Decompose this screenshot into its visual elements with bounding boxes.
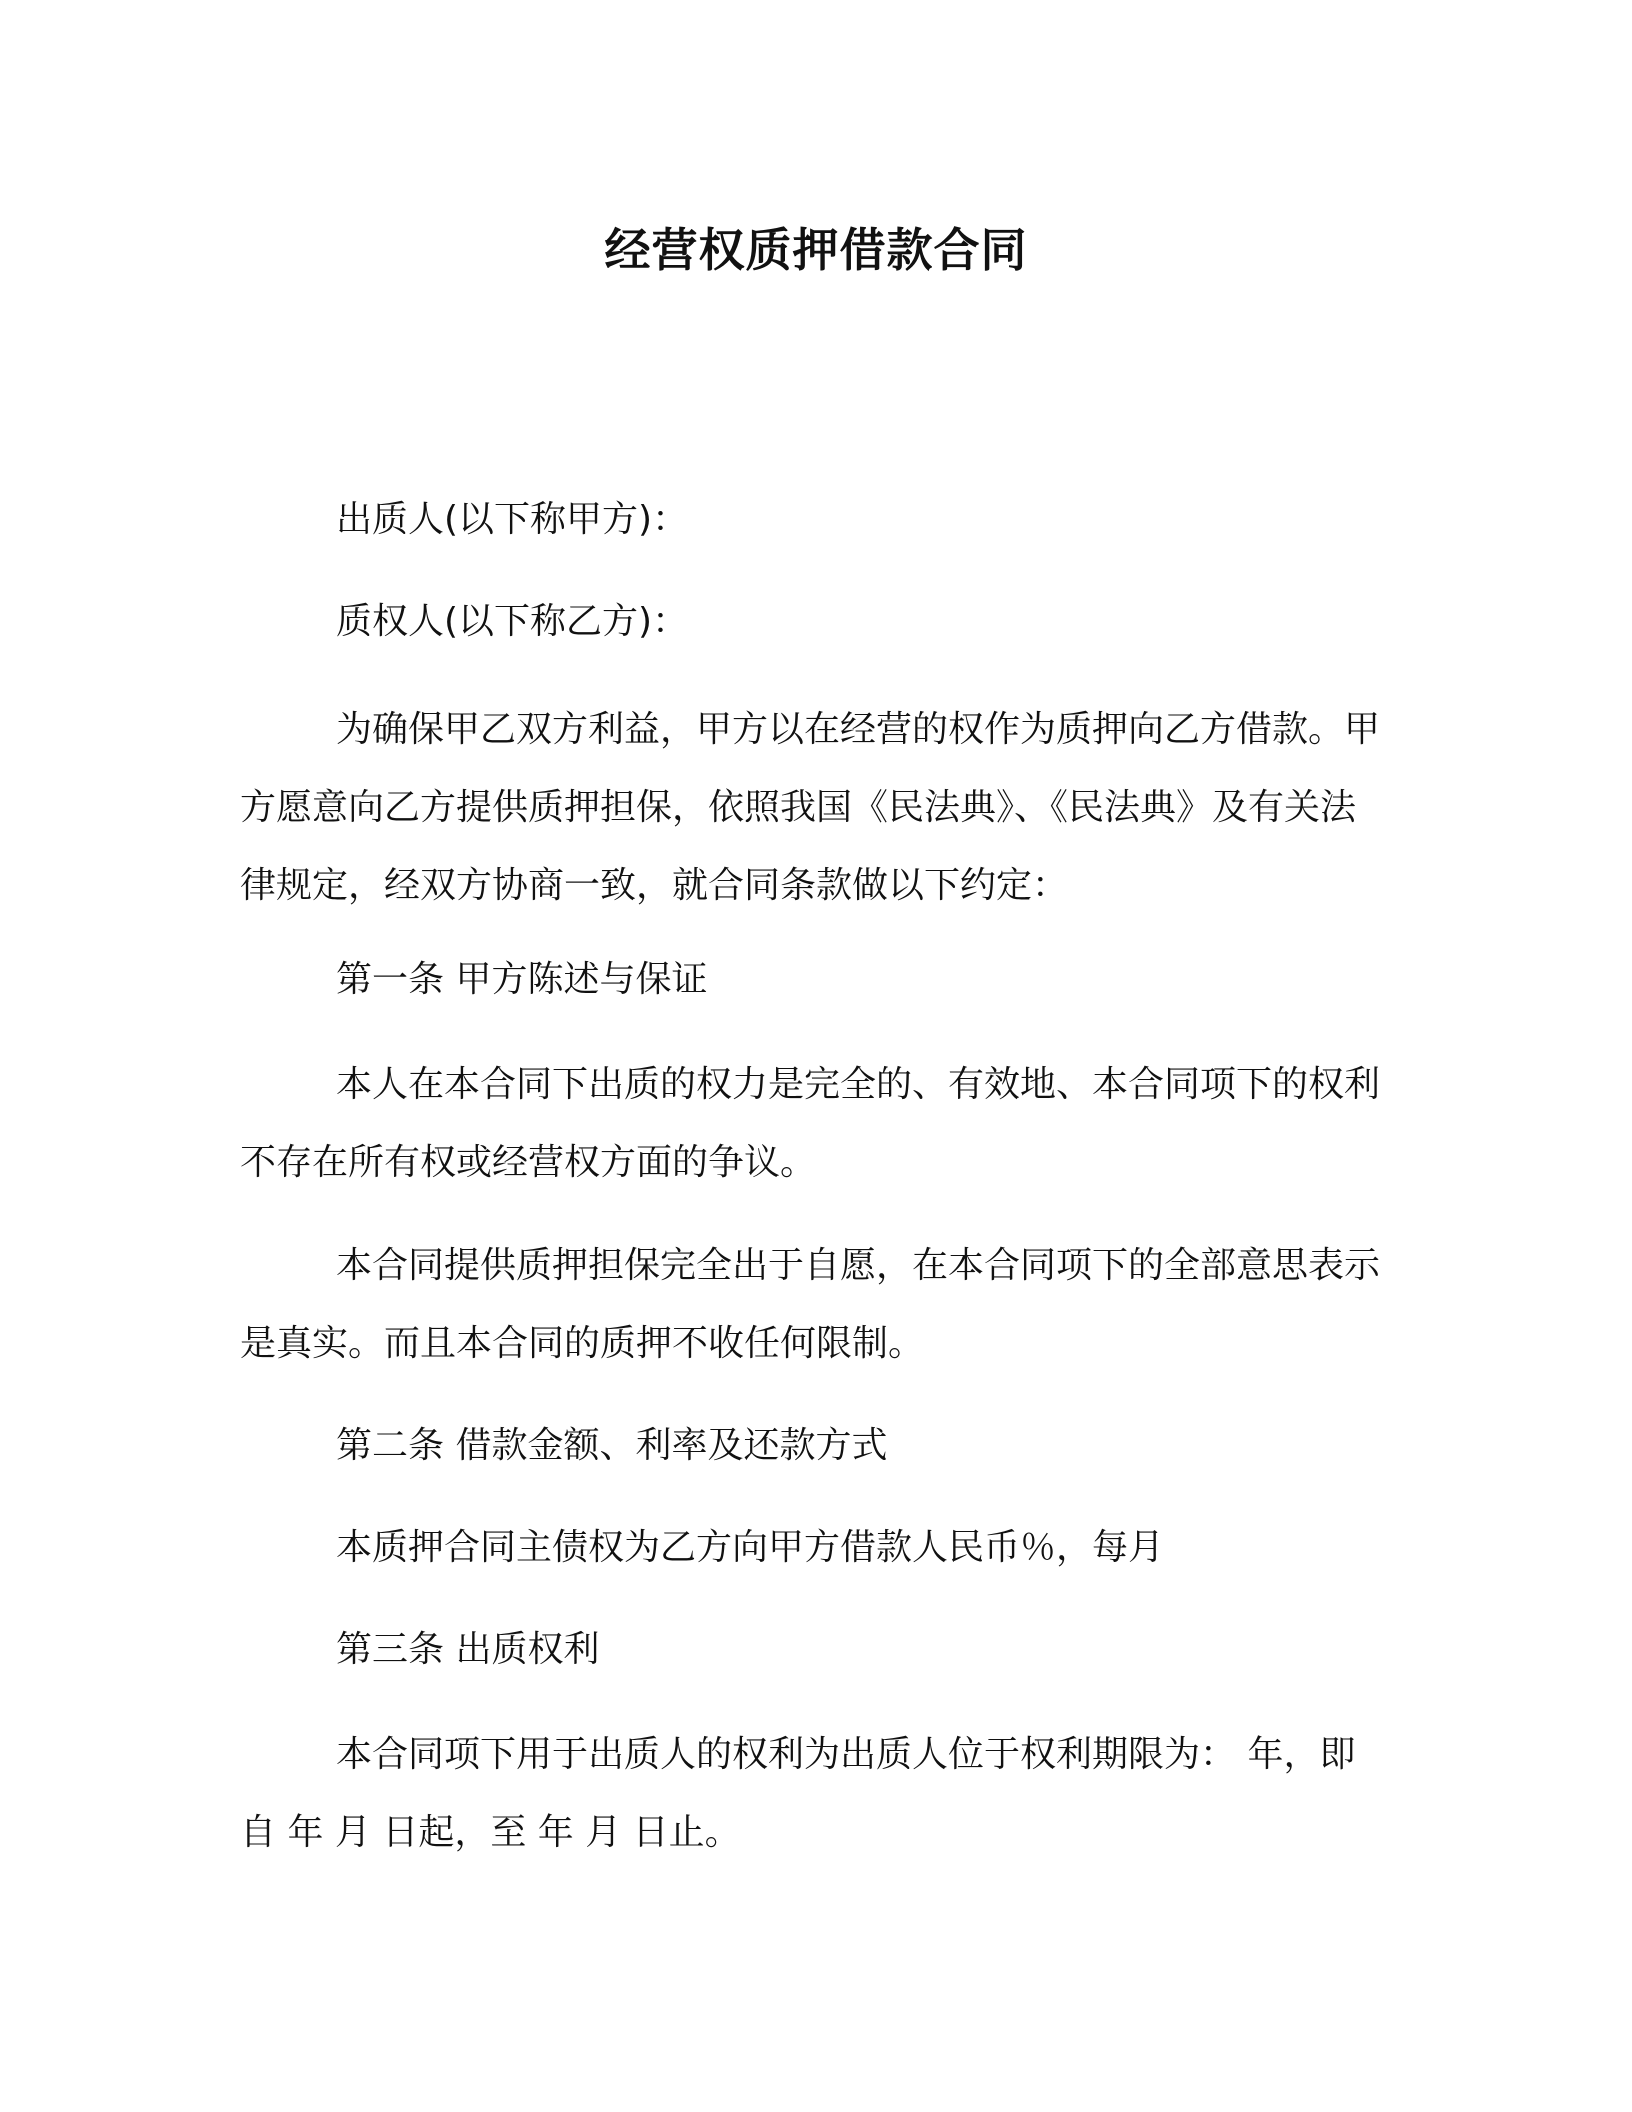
article-1-paragraph-1: 本人在本合同下出质的权力是完全的、有效地、本合同项下的权利不存在所有权或经营权方面的争议。: [240, 1064, 1381, 1183]
article-2-heading: 第二条 借款金额、利率及还款方式: [336, 1425, 888, 1466]
pledgee-line: 质权人(以下称乙方)：: [336, 601, 689, 642]
pledgor-line: 出质人(以下称甲方)：: [336, 499, 689, 540]
article-1-heading: 第一条 甲方陈述与保证: [336, 959, 708, 1000]
article-2-paragraph-1: 本质押合同主债权为乙方向甲方借款人民币％，每月: [336, 1527, 1165, 1568]
intro-paragraph: 为确保甲乙双方利益，甲方以在经营的权作为质押向乙方借款。甲方愿意向乙方提供质押担保，依照我国《民法典》、《民法典》及有关法律规定，经双方协商一致，就合同条款做以下约定：: [240, 709, 1381, 906]
article-3-heading: 第三条 出质权利: [336, 1629, 600, 1670]
article-1-paragraph-2: 本合同提供质押担保完全出于自愿，在本合同项下的全部意思表示是真实。而且本合同的质押不收任何限制。: [240, 1245, 1381, 1364]
article-3-paragraph-1: 本合同项下用于出质人的权利为出质人位于权利期限为： 年，即自 年 月 日起，至 年 月 日止。: [240, 1734, 1356, 1853]
document-title: 经营权质押借款合同: [604, 223, 1028, 277]
